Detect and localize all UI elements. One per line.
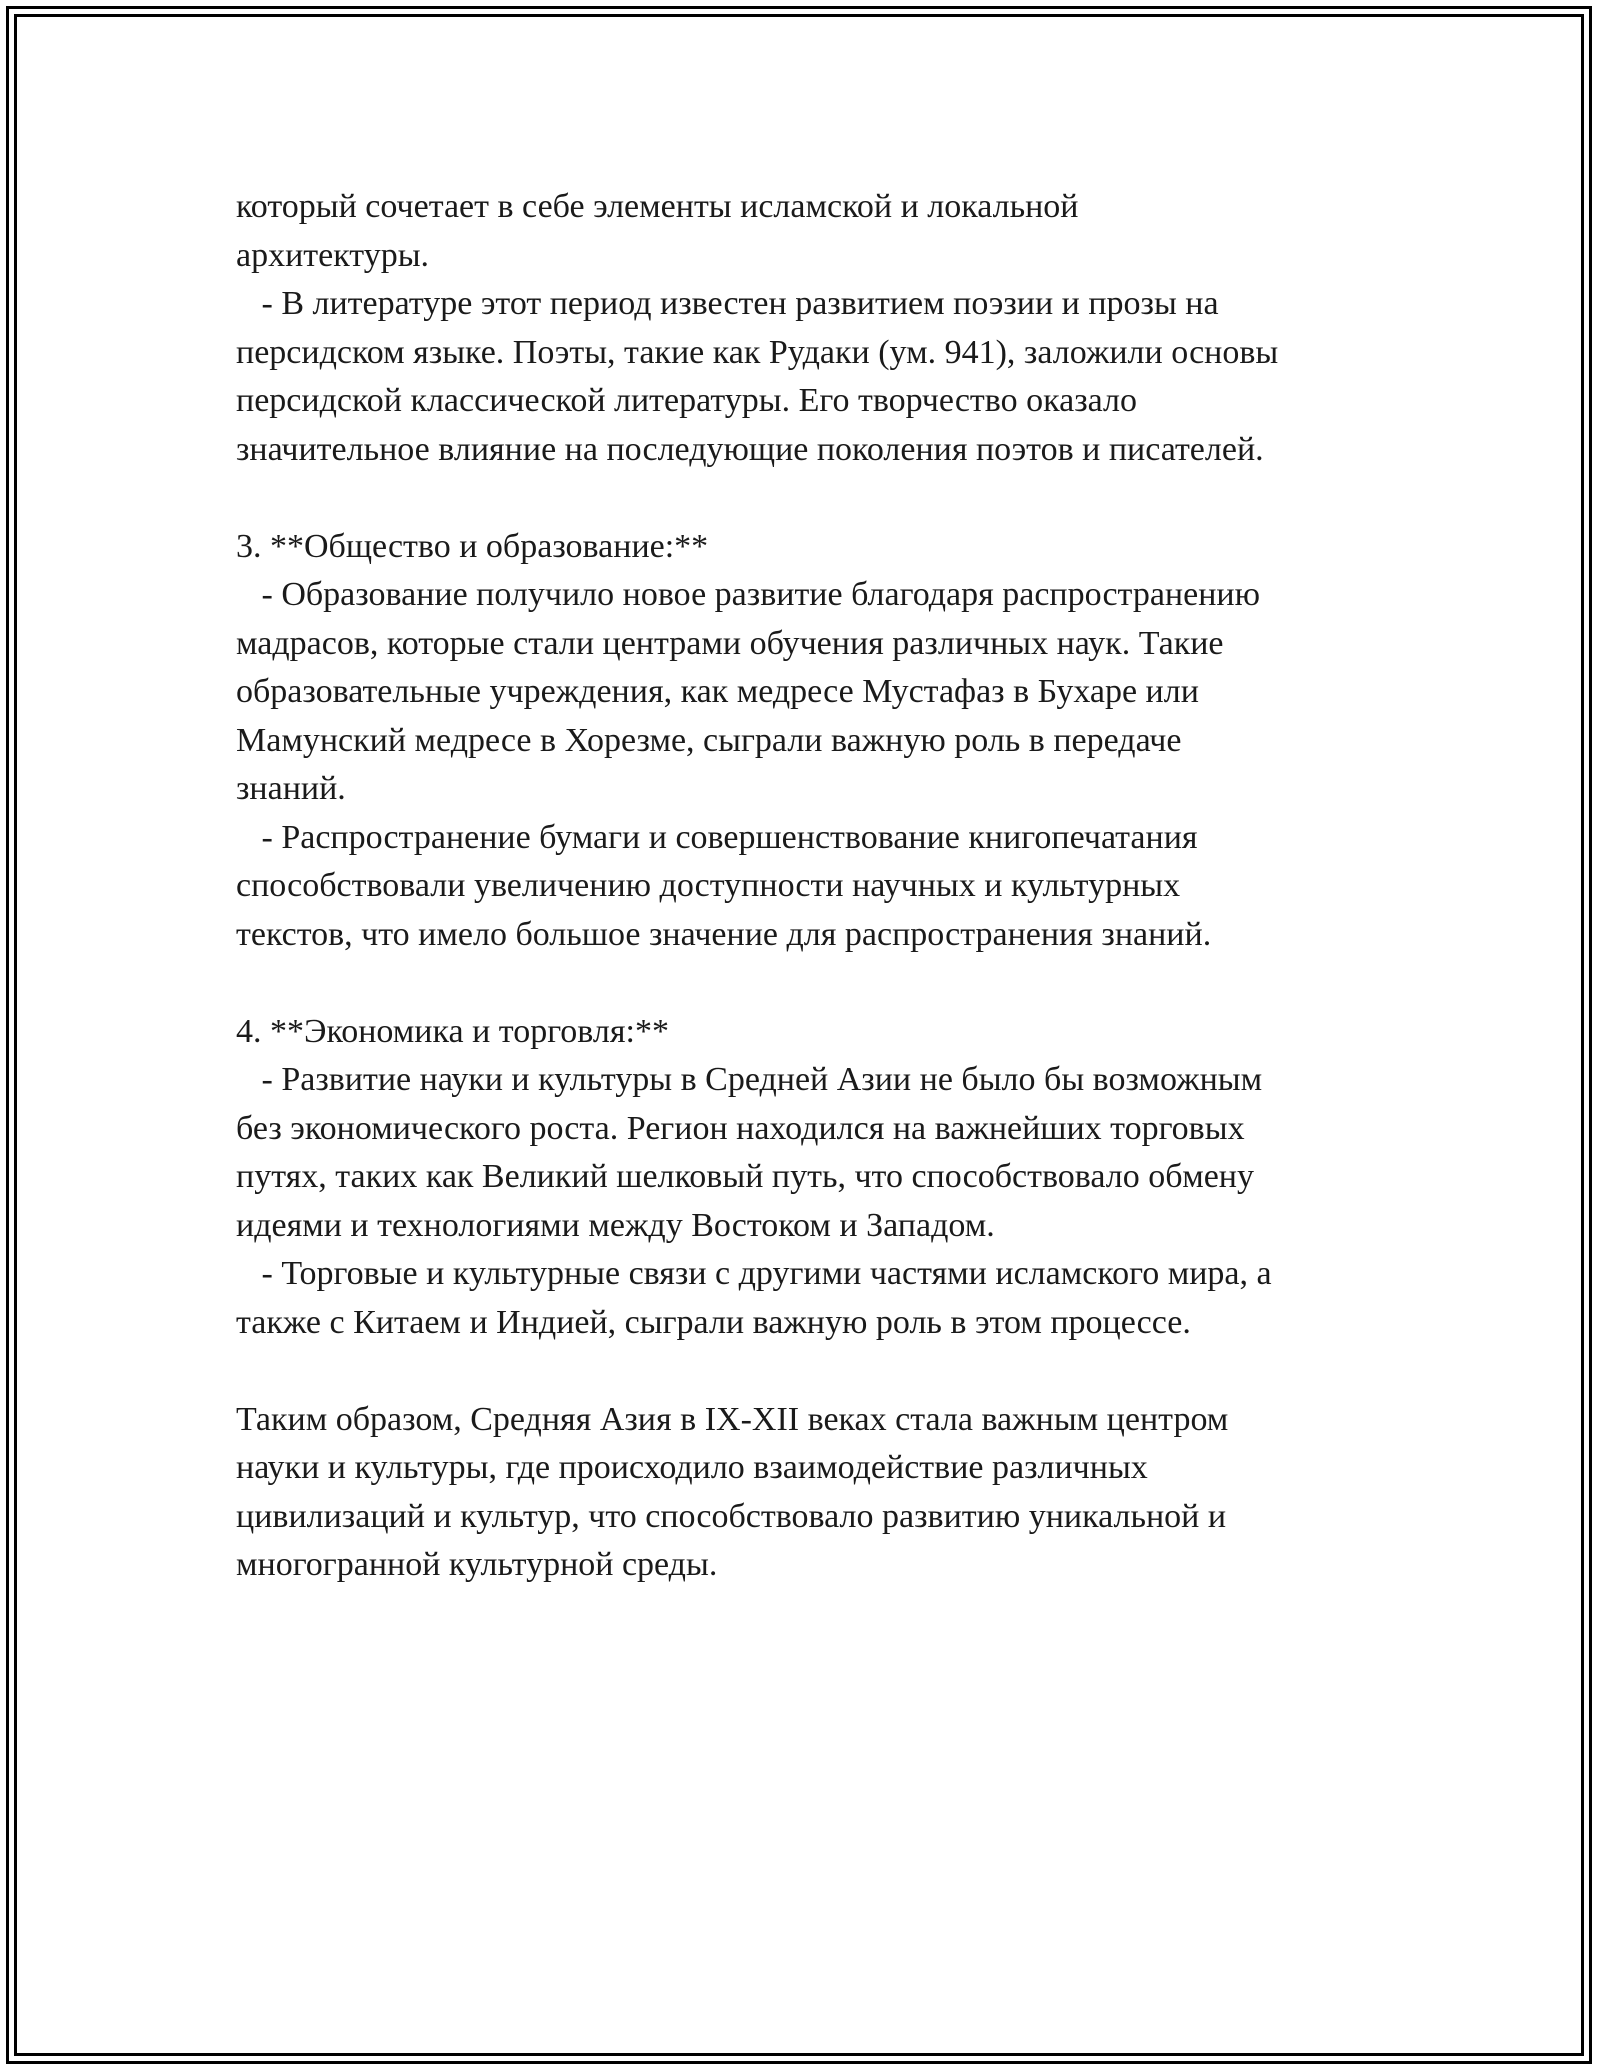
heading-line: 3. **Общество и образование:** — [236, 527, 709, 565]
text-line: без экономического роста. Регион находился на важнейших торговых — [236, 1109, 1245, 1147]
text-line: Мамунский медресе в Хорезме, сыграли важную роль в передаче — [236, 721, 1182, 759]
text-line: персидской классической литературы. Его творчество оказало — [236, 382, 1137, 419]
text-line: науки и культуры, где происходило взаимодействие различных — [236, 1449, 1148, 1486]
text-line: - Распространение бумаги и совершенствование книгопечатания — [236, 818, 1198, 856]
text-line: цивилизаций и культур, что способствовало развитию уникальной и — [236, 1497, 1227, 1535]
section-heading — [236, 523, 1436, 572]
text-line: текстов, что имело большое значение для распространения знаний. — [236, 915, 1212, 953]
text-line: Таким образом, Средняя Азия в IX-XII веках стала важным центром — [236, 1400, 1229, 1438]
text-line: путях, таких как Великий шелковый путь, что способствовало обмену — [236, 1158, 1254, 1195]
paragraph — [236, 571, 1436, 814]
paragraph — [236, 1396, 1436, 1590]
paragraph — [236, 1056, 1436, 1250]
paragraph-gap — [236, 474, 1436, 523]
heading-line: 4. **Экономика и торговля:** — [236, 1012, 669, 1050]
document-body — [236, 183, 1436, 1590]
paragraph — [236, 814, 1436, 960]
text-line: который сочетает в себе элементы исламской и локальной — [236, 188, 1079, 225]
paragraph-gap — [236, 1347, 1436, 1396]
text-line: образовательные учреждения, как медресе Мустафаз в Бухаре или — [236, 673, 1199, 710]
text-line: знаний. — [236, 770, 346, 807]
text-line: многогранной культурной среды. — [236, 1546, 718, 1583]
paragraph — [236, 280, 1436, 474]
text-line: - Образование получило новое развитие благодаря распространению — [236, 576, 1261, 613]
text-line: архитектуры. — [236, 236, 430, 274]
paragraph — [236, 1250, 1436, 1347]
text-line: мадрасов, которые стали центрами обучения различных наук. Такие — [236, 624, 1224, 662]
text-line: способствовали увеличению доступности научных и культурных — [236, 867, 1181, 904]
paragraph-gap — [236, 959, 1436, 1008]
text-line: персидском языке. Поэты, такие как Рудаки (ум. 941), заложили основы — [236, 333, 1279, 371]
text-line: - Торговые и культурные связи с другими частями исламского мира, а — [236, 1255, 1272, 1292]
text-line: - Развитие науки и культуры в Средней Азии не было бы возможным — [236, 1061, 1263, 1098]
text-line: также с Китаем и Индией, сыграли важную роль в этом процессе. — [236, 1303, 1191, 1341]
section-heading — [236, 1008, 1436, 1057]
text-line: - В литературе этот период известен развитием поэзии и прозы на — [236, 285, 1219, 322]
text-line: значительное влияние на последующие поколения поэтов и писателей. — [236, 430, 1264, 468]
paragraph — [236, 183, 1436, 280]
text-line: идеями и технологиями между Востоком и Западом. — [236, 1206, 995, 1244]
